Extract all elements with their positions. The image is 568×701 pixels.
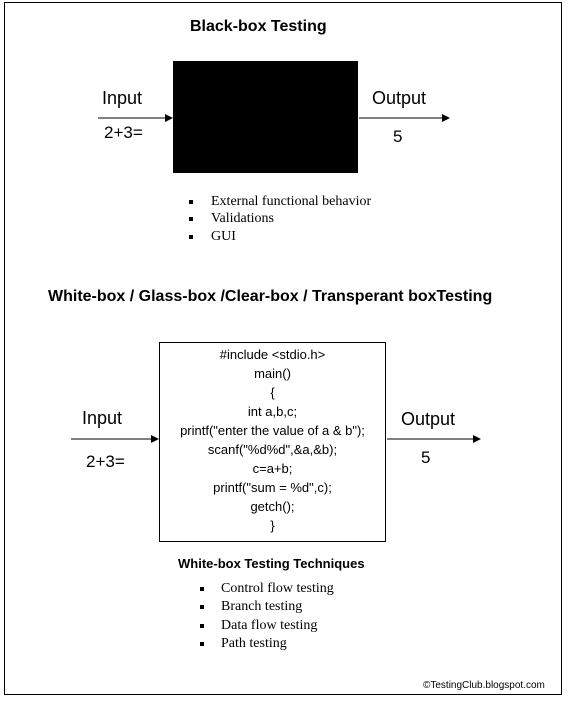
black-box-input-value: 2+3= [104, 123, 143, 142]
list-item: Branch testing [221, 599, 303, 614]
bullet-icon [189, 235, 193, 239]
code-line: c=a+b; [252, 461, 293, 476]
code-line: scanf("%d%d",&a,&b); [207, 442, 338, 457]
bullet-icon [189, 200, 193, 204]
white-box-output-label: Output [401, 409, 456, 429]
bullet-icon [200, 605, 204, 609]
code-line: main() [254, 366, 291, 381]
white-box-input-label: Input [82, 408, 123, 428]
code-line: printf("enter the value of a & b"); [180, 423, 365, 438]
list-item: Control flow testing [221, 581, 334, 596]
list-item: Path testing [221, 636, 287, 651]
black-box-input-label: Input [102, 88, 143, 108]
code-line: getch(); [250, 499, 295, 514]
list-item: GUI [211, 229, 236, 244]
white-box-output-value: 5 [421, 448, 431, 467]
bullet-icon [200, 642, 204, 646]
bullet-icon [189, 217, 193, 221]
black-box-output-value: 5 [393, 127, 403, 146]
list-item: Data flow testing [221, 618, 318, 633]
code-line: int a,b,c; [247, 404, 298, 419]
white-box-input-value: 2+3= [86, 452, 125, 471]
list-item: External functional behavior [211, 194, 372, 209]
code-line: { [270, 385, 275, 400]
black-box-output-label: Output [372, 88, 427, 108]
footer-credit: ©TestingClub.blogspot.com [423, 680, 545, 691]
code-line: printf("sum = %d",c); [213, 480, 332, 495]
white-box-title: White-box / Glass-box /Clear-box / Transperant boxTesting [48, 288, 493, 305]
list-item: Validations [211, 211, 274, 226]
techniques-title: White-box Testing Techniques [178, 556, 365, 571]
black-box-title: Black-box Testing [190, 18, 327, 35]
code-line: #include <stdio.h> [219, 347, 326, 362]
bullet-icon [200, 624, 204, 628]
code-box [159, 342, 386, 542]
bullet-icon [200, 587, 204, 591]
black-box-rect [173, 61, 358, 173]
code-line: } [270, 518, 275, 533]
